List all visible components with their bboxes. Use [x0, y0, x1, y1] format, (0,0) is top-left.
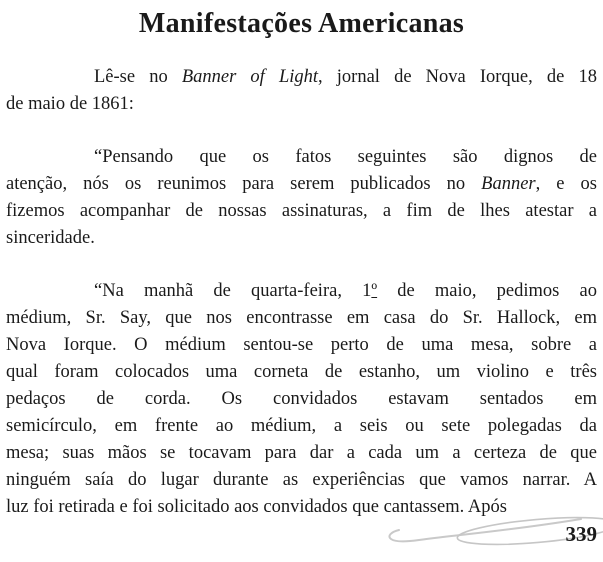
page-footer: [385, 508, 603, 554]
text-line: Nova Iorque. O médium sentou-se perto de uma mesa, sobre a: [6, 335, 597, 355]
paragraph: [6, 144, 597, 252]
page-title: Manifestações Americanas: [138, 8, 465, 39]
body-text: [6, 64, 597, 521]
text-line: ninguém saía do lugar durante as experiências que vamos narrar. A: [6, 470, 597, 490]
text-line: luz foi retirada e foi solicitado aos convidados que cantassem. Após: [6, 497, 507, 517]
text-line: semicírculo, em frente ao médium, a seis ou sete polegadas da: [6, 416, 597, 436]
paragraph: [6, 278, 597, 521]
text-line: atenção, nós os reunimos para serem publicados no Banner, e os: [6, 174, 597, 194]
text-line: de maio de 1861:: [6, 94, 134, 114]
text-line: sinceridade.: [6, 228, 95, 248]
text-line: fizemos acompanhar de nossas assinaturas, a fim de lhes atestar a: [6, 201, 597, 221]
text-line: “Pensando que os fatos seguintes são dignos de: [94, 147, 597, 167]
paragraph: [6, 64, 597, 118]
page-number: 339: [565, 522, 597, 546]
text-line: médium, Sr. Say, que nos encontrasse em casa do Sr. Hallock, em: [6, 308, 597, 328]
text-line: qual foram colocados uma corneta de estanho, um violino e três: [6, 362, 597, 382]
text-line: “Na manhã de quarta-feira, 1º de maio, pedimos ao: [94, 281, 597, 301]
text-line: pedaços de corda. Os convidados estavam sentados em: [6, 389, 597, 409]
text-line: mesa; suas mãos se tocavam para dar a cada um a certeza de que: [6, 443, 597, 463]
text-line: Lê-se no Banner of Light, jornal de Nova Iorque, de 18: [94, 67, 597, 87]
